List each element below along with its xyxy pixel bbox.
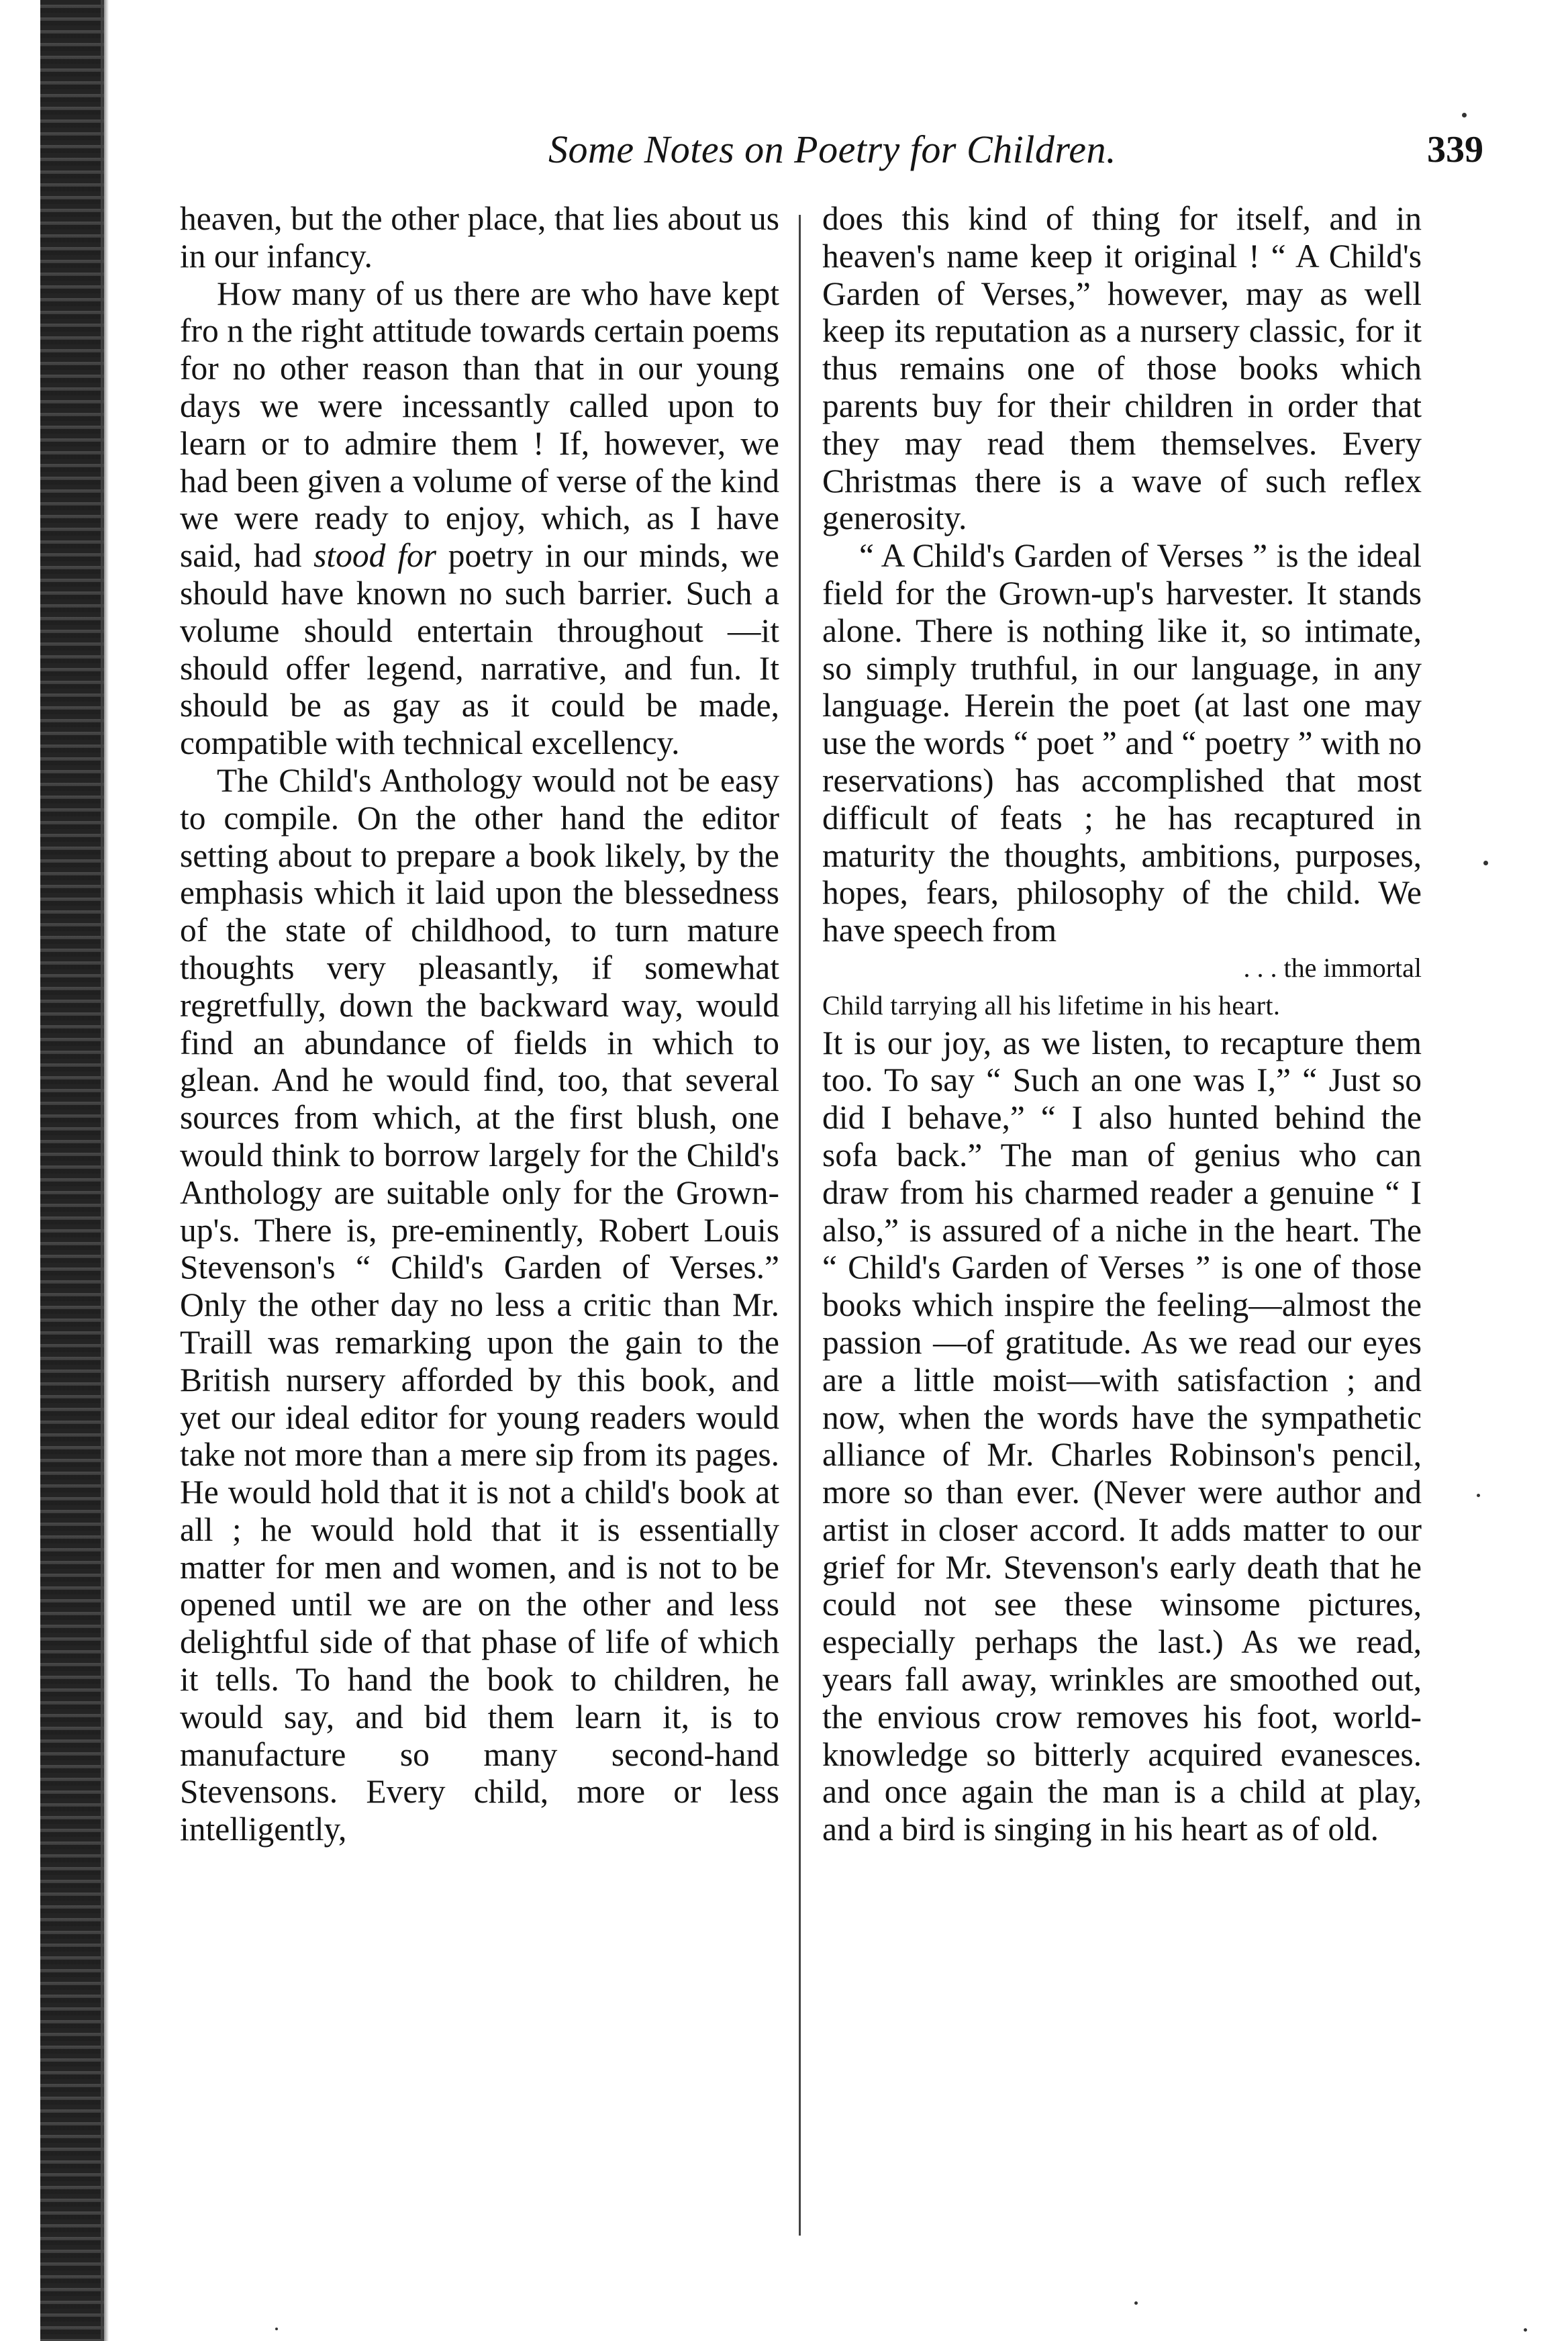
paper-speck <box>1477 1494 1480 1497</box>
left-paragraph-continuation: heaven, but the other place, that lies about us in our infancy. <box>180 200 779 275</box>
right-column <box>822 200 1422 1848</box>
paper-speck <box>275 2328 278 2330</box>
quotation-line-1: . . . the immortal <box>1243 952 1422 983</box>
column-rule <box>799 215 801 2236</box>
left-column <box>180 200 779 1848</box>
paper-speck <box>1483 861 1488 865</box>
italic-stood-for: stood for <box>313 537 436 575</box>
left-paragraph-anthology: The Child's Anthology would not be easy to compile. On the other hand the editor setting about to prepare a book likely, by the emphasis which it laid upon the blessedness of the state of childhood, to turn mature thoughts very pleasantly, if somewhat regretfully, down the backward way, would find an abundance of fields in which to glean. And he would find, too, that several sources from which, at the first blush, one would think to borrow largely for the Child's Anthology are suitable only for the Grown-up's. There is, pre-eminently, Robert Louis Stevenson's “ Child's Garden of Verses.” Only the other day no less a critic than Mr. Traill was remarking upon the gain to the British nursery afforded by this book, and yet our ideal editor for young readers would take not more than a mere sip from its pages. He would hold that it is not a child's book at all ; he would hold that it is essentially matter for men and women, and is not to be opened until we are on the other and less delightful side of that phase of life of which it tells. To hand the book to children, he would say, and bid them learn it, is to manufacture so many second-hand Stevensons. Every child, more or less intelligently, <box>180 761 779 1848</box>
quotation-line-2: Child tarrying all his lifetime in his heart. <box>822 990 1281 1020</box>
paper-speck <box>1524 2328 1527 2332</box>
left-paragraph-how-many <box>180 275 779 762</box>
binding-edge-gradient <box>101 0 109 2341</box>
paper-speck <box>1134 2301 1138 2305</box>
right-paragraph-joy: It is our joy, as we listen, to recapture them too. To say “ Such an one was I,” “ Just so did I behave,” “ I also hunted behind the sofa back.” The man of genius who can draw from his charmed reader a genuine “ I also,” is assured of a niche in the heart. The “ Child's Garden of Verses ” is one of those books which inspire the feeling—almost the passion —of gratitude. As we read our eyes are a little moist—with satisfaction ; and now, when the words have the sympathetic alliance of Mr. Charles Robinson's pencil, more so than ever. (Never were author and artist in closer accord. It adds matter to our grief for Mr. Stevenson's early death that he could not see these winsome pictures, especially perhaps the last.) As we read, years fall away, wrinkles are smoothed out, the envious crow removes his foot, world-knowledge so bitterly acquired evanesces. and once again the man is a child at play, and a bird is singing in his heart as of old. <box>822 1024 1422 1848</box>
paper-speck <box>1462 113 1467 117</box>
page-number: 339 <box>1427 129 1483 171</box>
left-paragraph-how-many-text-end: poetry in our minds, we should have known no such barrier. Such a volume should entertain throughout —it should offer legend, narrative, and fun. It should be as gay as it could be made, compatible with technical excellency. <box>180 537 779 762</box>
book-binding-shadow <box>40 0 104 2341</box>
left-paragraph-how-many-text-start: How many of us there are who have kept fro n the right attitude towards certain poems for no other reason than that in our young days we were incessantly called upon to learn or to admire them ! If, however, we had been given a volume of verse of the kind we were ready to enjoy, which, as I have said, had <box>180 275 779 575</box>
right-paragraph-garden: “ A Child's Garden of Verses ” is the ideal field for the Grown-up's harvester. It stands alone. There is nothing like it, so intimate, so simply truthful, in our language, in any language. Herein the poet (at last one may use the words “ poet ” and “ poetry ” with no reservations) has accomplished that most difficult of feats ; he has recaptured in maturity the thoughts, ambitions, purposes, hopes, fears, philosophy of the child. We have speech from <box>822 537 1422 949</box>
right-paragraph-continuation: does this kind of thing for itself, and in heaven's name keep it original ! “ A Child's Garden of Verses,” however, may as well keep its reputation as a nursery classic, for it thus remains one of those books which parents buy for their children in order that they may read them themselves. Every Christmas there is a wave of such reflex generosity. <box>822 200 1422 537</box>
running-title: Some Notes on Poetry for Children. <box>548 128 1117 171</box>
